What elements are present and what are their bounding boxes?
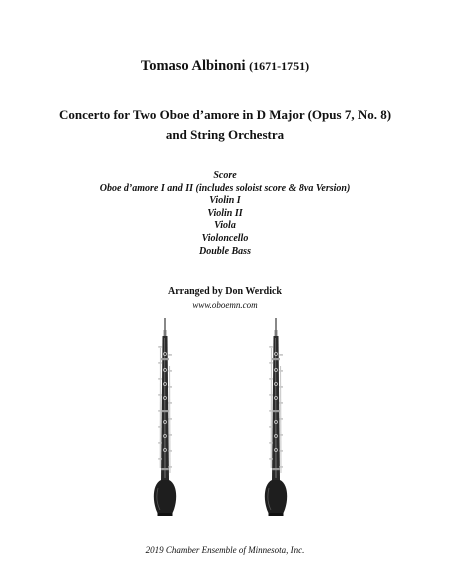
arranger-credit: Arranged by Don Werdick xyxy=(168,286,282,297)
copyright-footer: 2019 Chamber Ensemble of Minnesota, Inc. xyxy=(145,545,305,555)
part-violin-1: Violin I xyxy=(209,195,241,207)
composer-line xyxy=(0,58,450,75)
parts-list xyxy=(0,170,450,258)
part-viola: Viola xyxy=(214,220,236,232)
part-double-bass: Double Bass xyxy=(199,245,251,257)
part-violin-2: Violin II xyxy=(207,207,243,219)
part-score: Score xyxy=(213,170,237,181)
website-link: www.oboemn.com xyxy=(192,300,258,310)
oboe-d-amore-illustration-left xyxy=(145,318,185,518)
part-violoncello: Violoncello xyxy=(201,232,249,244)
title-line-2: and String Orchestra xyxy=(165,127,285,142)
part-oboe-damore: Oboe d’amore I and II (includes soloist score & 8va Version) xyxy=(99,182,351,194)
composer-dates: (1671-1751) xyxy=(249,59,310,73)
title-line-1: Concerto for Two Oboe d’amore in D Major (Opus 7, No. 8) xyxy=(58,107,392,122)
oboe-d-amore-illustration-right xyxy=(256,318,296,518)
composer-name: Tomaso Albinoni xyxy=(140,58,246,74)
